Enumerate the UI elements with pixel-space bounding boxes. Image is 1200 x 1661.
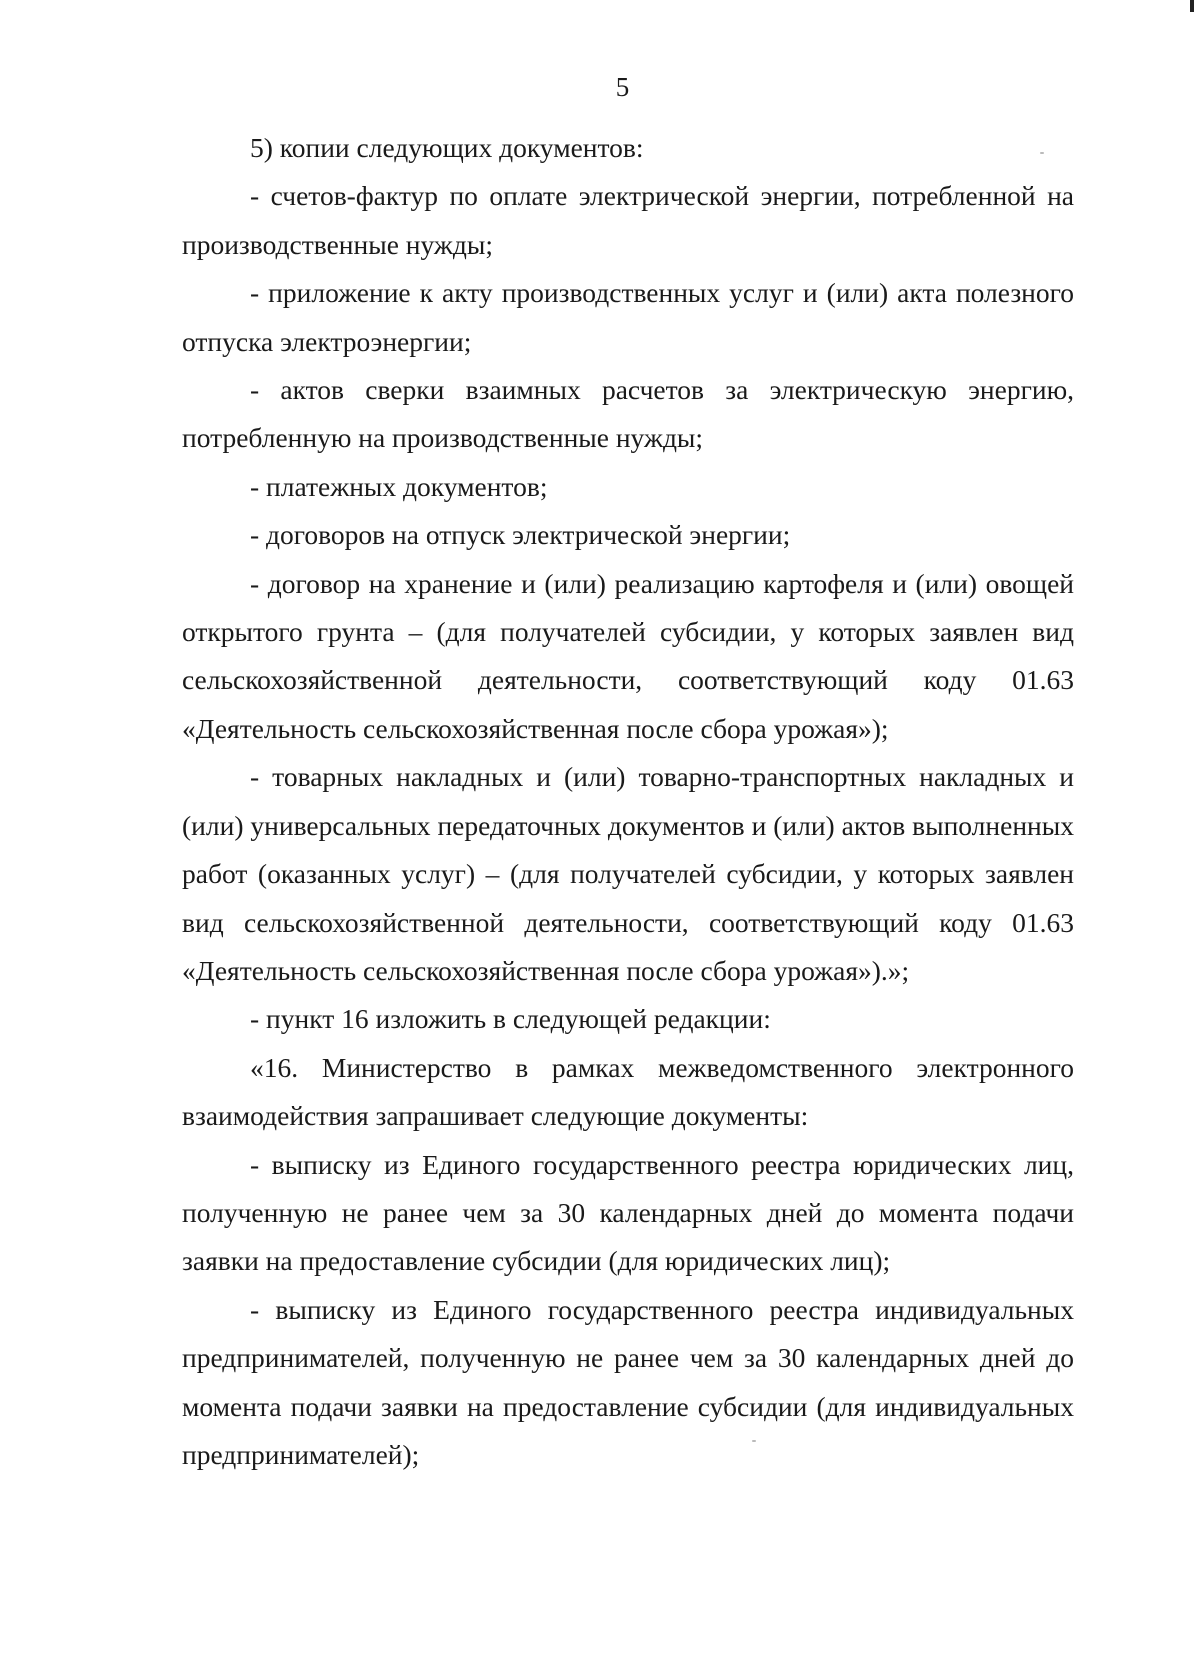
paragraph-copies-heading: 5) копии следующих документов: [250, 132, 644, 163]
paragraph-waybills: - товарных накладных и (или) товарно-транспортных накладных и (или) универсальных передаточных документов и (или) актов выполненных работ (оказанных услуг) – (для получателей субсидии, у которых заявлен вид сельскохозяйственной деятельности, соответствующий коду 01.63 «Деятельность сельскохозяйственная после сбора урожая»).»; [182, 761, 1074, 986]
paragraph-item-16: «16. Министерство в рамках межведомственного электронного взаимодействия запрашивает следующие документы: [182, 1051, 1074, 1132]
paragraph-egrip-extract: - выписку из Единого государственного реестра индивидуальных предпринимателей, полученную не ранее чем за 30 календарных дней до момента подачи заявки на предоставление субсидии (для индивидуальных предпринимателей); [182, 1293, 1074, 1470]
paragraph-supply-contracts: - договоров на отпуск электрической энергии; [250, 519, 791, 551]
paragraph-item-16-amendment: - пункт 16 изложить в следующей редакции: [250, 1003, 771, 1035]
paragraph-payment-documents: - платежных документов; [250, 470, 548, 502]
paragraph-egrul-extract: - выписку из Единого государственного реестра юридических лиц, полученную не ранее чем за 30 календарных дней до момента подачи заявки на предоставление субсидии (для юридических лиц); [182, 1148, 1074, 1277]
scan-corner-mark [1190, 0, 1194, 12]
paragraph-storage-contract: - договор на хранение и (или) реализацию картофеля и (или) овощей открытого грунта – (для получателей субсидии, у которых заявлен вид сельскохозяйственной деятельности, соответствующий коду 01.63 «Деятельность сельскохозяйственная после сбора урожая»); [182, 567, 1074, 744]
paragraph-services-act-appendix: - приложение к акту производственных услуг и (или) акта полезного отпуска электроэнергии; [182, 277, 1074, 357]
page-number: 5 [615, 72, 630, 102]
paragraph-reconciliation-acts: - актов сверки взаимных расчетов за электрическую энергию, потребленную на производственные нужды; [182, 374, 1074, 454]
paragraph-invoices: - счетов-фактур по оплате электрической энергии, потребленной на производственные нужды; [182, 180, 1074, 260]
document-body [182, 124, 1074, 1479]
